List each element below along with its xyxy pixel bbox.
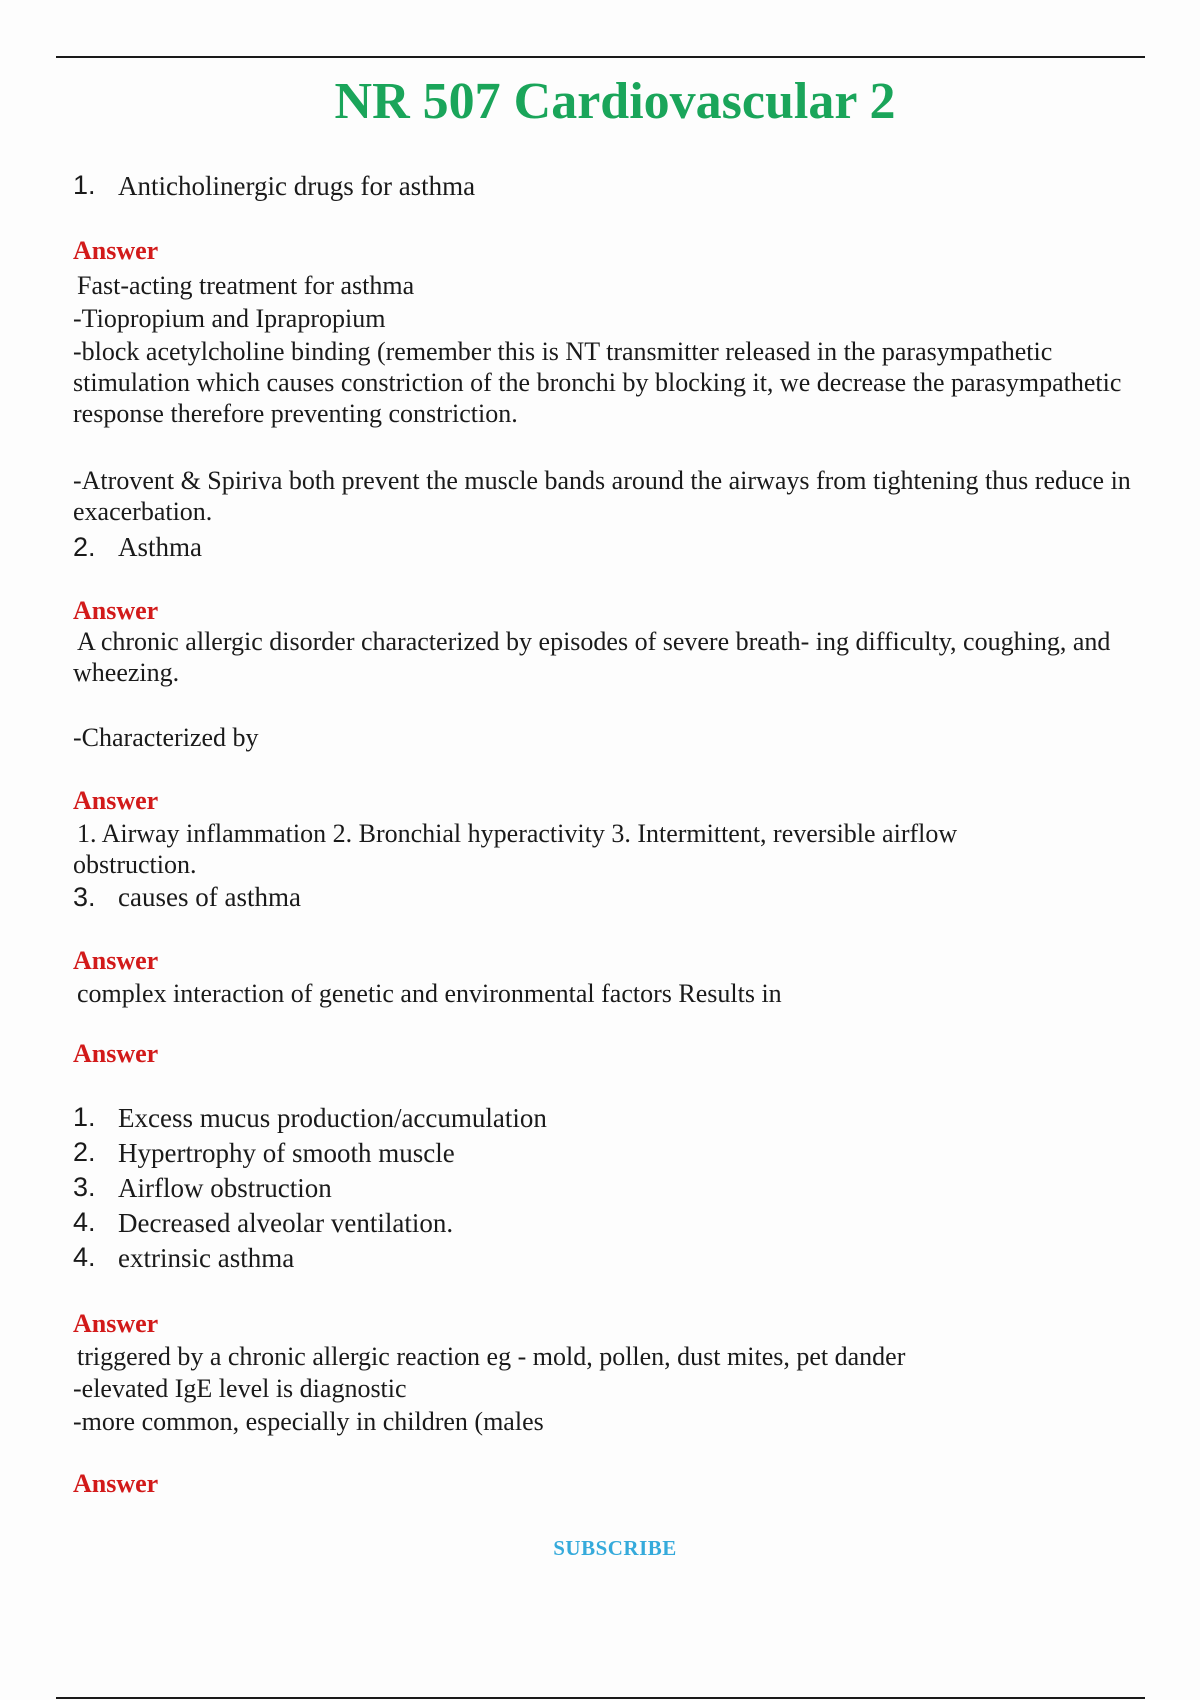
answer-text: -more common, especially in children (males	[73, 1407, 544, 1436]
answer-paragraph: 1. Airway inflammation 2. Bronchial hyperactivity 3. Intermittent, reversible airflow obstruction.	[73, 819, 958, 879]
answer-text: -Tiopropium and Iprapropium	[73, 304, 386, 333]
answer-label: Answer	[73, 1469, 159, 1498]
answer-paragraph: -block acetylcholine binding (remember this is NT transmitter released in the parasympathetic stimulation which causes constriction of the bronchi by blocking it, we decrease the parasympathetic response therefore preventing constriction.	[73, 337, 1122, 428]
list-number: 1.	[73, 1102, 96, 1132]
list-item: Hypertrophy of smooth muscle	[118, 1138, 455, 1168]
list-number: 3.	[73, 1172, 96, 1202]
top-rule	[56, 56, 1145, 58]
list-number: 2.	[73, 1137, 96, 1167]
answer-label: Answer	[73, 786, 159, 815]
answer-label: Answer	[73, 1039, 159, 1068]
page-title: NR 507 Cardiovascular 2	[334, 73, 896, 130]
answer-text: -Characterized by	[73, 723, 259, 752]
question-text: causes of asthma	[118, 882, 301, 912]
answer-label: Answer	[73, 1309, 159, 1338]
question-text: Asthma	[118, 532, 202, 562]
answer-paragraph: -Atrovent & Spiriva both prevent the muscle bands around the airways from tightening thus reduce in exacerbation.	[73, 466, 1131, 526]
answer-label: Answer	[73, 236, 159, 265]
list-item: Decreased alveolar ventilation.	[118, 1208, 454, 1238]
question-number: 4.	[73, 1242, 96, 1272]
answer-paragraph: A chronic allergic disorder characterized by episodes of severe breath- ing difficulty, coughing, and wheezing.	[73, 627, 1111, 687]
answer-text: complex interaction of genetic and environmental factors Results in	[77, 979, 782, 1008]
answer-text: Fast-acting treatment for asthma	[77, 271, 415, 300]
bottom-rule	[56, 1697, 1145, 1699]
question-text: Anticholinergic drugs for asthma	[118, 171, 476, 201]
list-item: Excess mucus production/accumulation	[118, 1103, 547, 1133]
list-item: Airflow obstruction	[118, 1173, 332, 1203]
answer-text: triggered by a chronic allergic reaction eg - mold, pollen, dust mites, pet dander	[77, 1342, 906, 1371]
list-number: 4.	[73, 1207, 96, 1237]
question-number: 1.	[73, 170, 96, 200]
question-number: 3.	[73, 882, 96, 912]
answer-text: -elevated IgE level is diagnostic	[73, 1374, 407, 1403]
subscribe-link[interactable]: SUBSCRIBE	[553, 1536, 677, 1560]
question-text: extrinsic asthma	[118, 1243, 295, 1273]
question-number: 2.	[73, 532, 96, 562]
answer-label: Answer	[73, 596, 159, 625]
answer-label: Answer	[73, 946, 159, 975]
